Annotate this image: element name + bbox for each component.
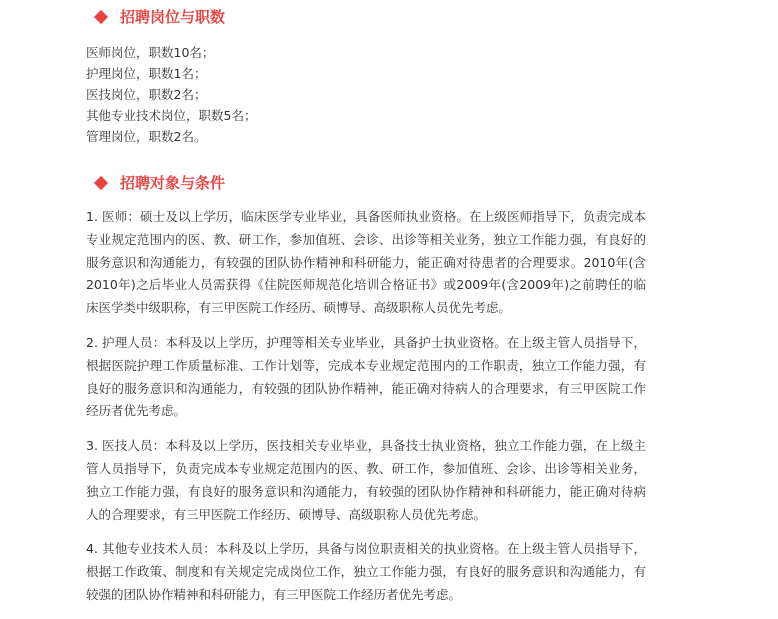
condition-item: 2. 护理人员：本科及以上学历，护理等相关专业毕业，具备护士执业资格。在上级主管人员指导下，根据医院护理工作质量标准、工作计划等，完成本专业规定范围内的工作职责，独立工作能力强，有良好的服务意识和沟通能力，有较强的团队协作精神，能正确对待病人的合理要求，有三甲医院工作经历者优先考虑。 — [86, 334, 646, 419]
condition-item: 4. 其他专业技术人员：本科及以上学历，具备与岗位职责相关的执业资格。在上级主管人员指导下，根据工作政策、制度和有关规定完成岗位工作，独立工作能力强，有良好的服务意识和沟通能力，有较强的团队协作精神和科研能力，有三甲医院工作经历者优先考虑。 — [86, 541, 646, 602]
position-line: 其他专业技术岗位，职数5名； — [86, 108, 257, 123]
position-line: 护理岗位，职数1名； — [86, 66, 207, 81]
conditions-list — [86, 206, 646, 619]
section-title: 招聘对象与条件 — [120, 174, 226, 192]
diamond-icon — [94, 175, 108, 189]
condition-item: 3. 医技人员：本科及以上学历，医技相关专业毕业，具备技士执业资格，独立工作能力强，在上级主管人员指导下，负责完成本专业规定范围内的医、教、研工作，参加值班、会诊、出诊等相关业务，独立工作能力强，有良好的服务意识和沟通能力，有较强的团队协作精神和科研能力，能正确对待病人的合理要求，有三甲医院工作经历、硕博导、高级职称人员优先考虑。 — [86, 438, 646, 522]
section-heading-positions — [96, 6, 225, 27]
position-line: 医师岗位，职数10名； — [86, 45, 215, 60]
position-line: 管理岗位，职数2名。 — [86, 129, 207, 144]
positions-list — [86, 42, 256, 147]
section-heading-conditions — [96, 172, 225, 193]
diamond-icon — [94, 9, 108, 23]
position-line: 医技岗位，职数2名； — [86, 87, 207, 102]
section-title: 招聘岗位与职数 — [120, 8, 226, 26]
condition-item: 1. 医师：硕士及以上学历，临床医学专业毕业，具备医师执业资格。在上级医师指导下，负责完成本专业规定范围内的医、教、研工作，参加值班、会诊、出诊等相关业务，独立工作能力强，有良好的服务意识和沟通能力，有较强的团队协作精神和科研能力，能正确对待患者的合理要求。2010年(含2010年)之后毕业人员需获得《住院医师规范化培训合格证书》或2009年(含2009年)之前聘任的临床医学类中级职称，有三甲医院工作经历、硕博导、高级职称人员优先考虑。 — [86, 209, 646, 316]
